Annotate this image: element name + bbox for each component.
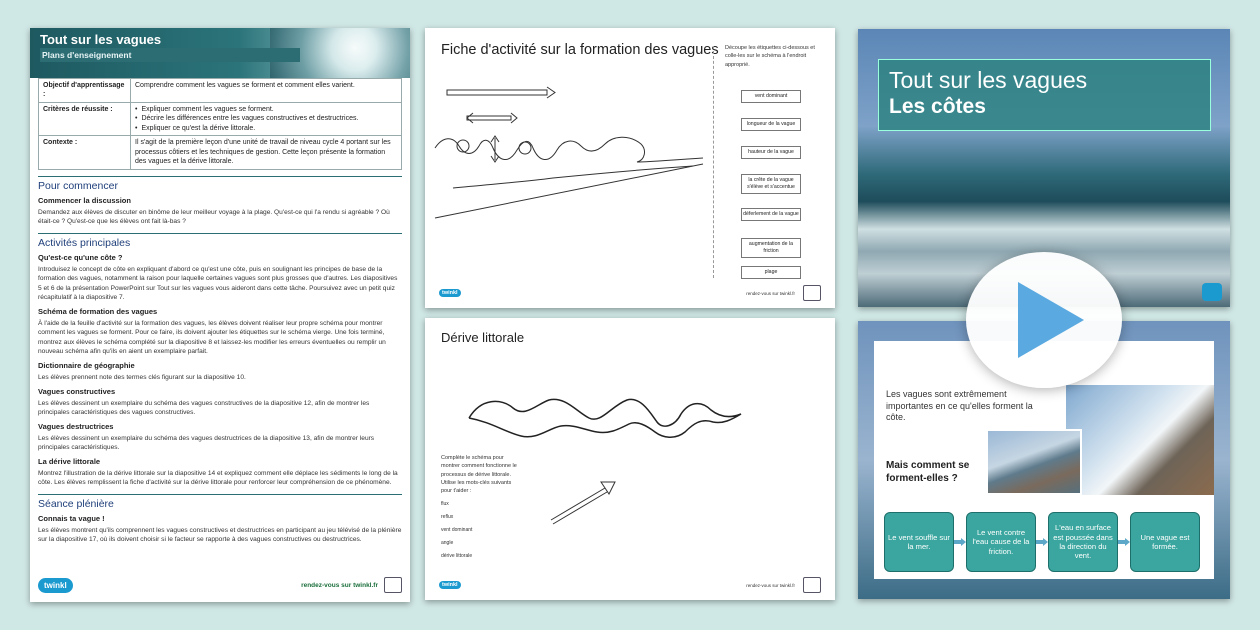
criteria-label: Critères de réussite : <box>39 102 131 135</box>
cutout-label: longueur de la vague <box>741 118 801 131</box>
quality-badge-icon <box>384 577 402 593</box>
criteria-item: • Expliquer ce qu'est la dérive littorale. <box>135 124 397 133</box>
arrow-right-icon <box>1036 539 1048 545</box>
section-heading: Pour commencer <box>38 176 402 192</box>
section-subheading: Commencer la discussion <box>38 195 131 205</box>
cutout-label: la crête de la vague s'élève et s'accentue <box>741 174 801 194</box>
slide-intro-text: Les vagues sont extrêmement importantes en ce qu'elles forment la côte. <box>886 389 1033 423</box>
rocky-coast-photo <box>986 429 1082 495</box>
quality-badge-icon <box>803 577 821 593</box>
section-subheading: Vagues constructives <box>38 386 116 396</box>
cutout-label: vent dominant <box>741 90 801 103</box>
quality-badge-icon <box>803 285 821 301</box>
wave-formation-diagram <box>433 78 713 228</box>
objective-label: Objectif d'apprentissage : <box>39 79 131 103</box>
slide-subtitle: Les côtes <box>889 94 986 118</box>
lesson-plan-subtitle: Plans d'enseignement <box>40 48 300 62</box>
section-paragraph: Demandez aux élèves de discuter en binôme de leur meilleur voyage à la plage. Qu'est-ce qui l'a rendu si agréable ? Où était-ce ? Qu'est-ce que les élèves ont fait là-bas ? <box>38 208 390 226</box>
wave-formation-activity-page <box>425 28 835 308</box>
arrow-right-icon <box>954 539 966 545</box>
play-button[interactable] <box>966 252 1122 388</box>
keyword: flux <box>441 501 449 507</box>
keyword: vent dominant <box>441 527 473 533</box>
context-text: Il s'agit de la première leçon d'une unité de travail de niveau cycle 4 portant sur les processus côtiers et les techniques de gestion. Cette leçon présente la formation des vagues et la dérive littorale. <box>131 136 402 169</box>
lesson-plan-footer <box>38 574 402 596</box>
section-subheading: Schéma de formation des vagues <box>38 306 158 316</box>
section-paragraph: À l'aide de la feuille d'activité sur la formation des vagues, les élèves doivent réaliser leur propre schéma pour montrer comment les vagues se forment. Pour ce faire, ils doivent ajouter les étiquettes sur le schéma vierge. Une fois terminé, montrez aux élèves le schéma complété sur la diapositive 8 et laissez-les modifier les erreurs éventuelles ou remplir un nouveau schéma afin qu'ils en aient un exemplaire parfait. <box>38 319 386 356</box>
cutout-label: déferlement de la vague <box>741 208 801 221</box>
crashing-wave-photo <box>1066 385 1214 495</box>
activity-title: Dérive littorale <box>441 330 525 345</box>
context-label: Contexte : <box>39 136 131 169</box>
activity-footer <box>439 578 821 592</box>
criteria-item: • Expliquer comment les vagues se forment. <box>135 105 397 114</box>
section-subheading: Qu'est-ce qu'une côte ? <box>38 252 123 262</box>
section-paragraph: Les élèves dessinent un exemplaire du schéma des vagues destructrices de la diapositive 13, afin de montrer leurs principales caractéristiques. <box>38 434 375 452</box>
play-icon <box>1016 280 1086 360</box>
section-paragraph: Les élèves dessinent un exemplaire du schéma des vagues constructives de la diapositive 12, afin de montrer les principales caractéristiques des vagues constructives. <box>38 399 370 417</box>
keyword: angle <box>441 540 454 546</box>
activity-footer <box>439 286 821 300</box>
arrow-icon <box>549 478 619 526</box>
section-subheading: Dictionnaire de géographie <box>38 360 135 370</box>
cut-line <box>713 46 714 278</box>
cutout-label: hauteur de la vague <box>741 146 801 159</box>
process-flow <box>884 511 1204 573</box>
section-paragraph: Montrez l'illustration de la dérive littorale sur la diapositive 14 et expliquez comment elle déplace les sédiments le long de la côte. Les élèves remplissent la fiche d'activité sur la dérive littorale pour renforcer leur compréhension de ce phénomène. <box>38 469 398 487</box>
process-step: Une vague est formée. <box>1130 512 1200 572</box>
section-subheading: La dérive littorale <box>38 456 101 466</box>
process-step: Le vent souffle sur la mer. <box>884 512 954 572</box>
footer-url[interactable]: rendez-vous sur twinkl.fr <box>746 582 795 588</box>
activity-instructions: Découpe les étiquettes ci-dessous et colle-les sur le schéma à l'endroit approprié. <box>725 45 815 68</box>
longshore-drift-activity-page <box>425 318 835 600</box>
slide-title: Tout sur les vagues <box>889 67 1088 93</box>
cutout-label: augmentation de la friction <box>741 238 801 258</box>
twinkl-logo: twinkl <box>439 289 461 297</box>
lesson-plan-title: Tout sur les vagues <box>40 32 162 47</box>
lesson-plan-table <box>38 78 402 170</box>
criteria-item: • Décrire les différences entre les vagues constructives et destructrices. <box>135 114 397 123</box>
footer-url[interactable]: rendez-vous sur twinkl.fr <box>746 290 795 296</box>
section-paragraph: Les élèves prennent note des termes clés figurant sur la diapositive 10. <box>38 373 246 381</box>
objective-text: Comprendre comment les vagues se forment et comment elles varient. <box>131 79 402 103</box>
section-subheading: Connais ta vague ! <box>38 513 105 523</box>
section-paragraph: Introduisez le concept de côte en expliquant d'abord ce qu'est une côte, puis en soulignant les principes de base de la formation des vagues, notamment la raison pour laquelle certaines vagues sont plus grosses que d'autres. Les diapositives 5 et 6 de la présentation PowerPoint sur Tout sur les vagues vous aideront dans cette tâche. Poursuivez avec un petit quiz récapitulatif à la diapositive 7. <box>38 265 398 302</box>
activity-title: Fiche d'activité sur la formation des vagues <box>441 42 719 58</box>
twinkl-logo: twinkl <box>439 581 461 589</box>
lesson-plan-page <box>30 28 410 602</box>
twinkl-badge-icon <box>1202 283 1222 301</box>
cutout-label: plage <box>741 266 801 279</box>
footer-link[interactable]: rendez-vous sur twinkl.fr <box>301 581 378 589</box>
keyword: reflux <box>441 514 454 520</box>
slide-title-box <box>878 59 1211 131</box>
arrow-right-icon <box>1118 539 1130 545</box>
section-heading: Activités principales <box>38 233 402 249</box>
slide-question: Mais comment se forment-elles ? <box>886 460 970 484</box>
process-step: Le vent contre l'eau cause de la friction. <box>966 512 1036 572</box>
section-subheading: Vagues destructrices <box>38 421 114 431</box>
longshore-drift-diagram <box>461 378 761 458</box>
twinkl-logo: twinkl <box>38 578 73 593</box>
process-step: L'eau en surface est poussée dans la direction du vent. <box>1048 512 1118 572</box>
lesson-plan-header <box>30 28 410 78</box>
section-heading: Séance plénière <box>38 494 402 510</box>
keyword-list <box>441 498 472 563</box>
keyword: dérive littorale <box>441 553 473 559</box>
activity-instructions: Complète le schéma pour montrer comment fonctionne le processus de dérive littorale. Utilise les mots-clés suivants pour t'aider : <box>441 455 517 494</box>
section-paragraph: Les élèves montrent qu'ils comprennent les vagues constructives et destructrices en participant au jeu télévisé de la plénière sur la diapositive 17, où ils doivent choisir si le facteur se rapporte à des vagues constructives ou destructrices. <box>38 526 402 544</box>
criteria-list <box>135 105 397 133</box>
